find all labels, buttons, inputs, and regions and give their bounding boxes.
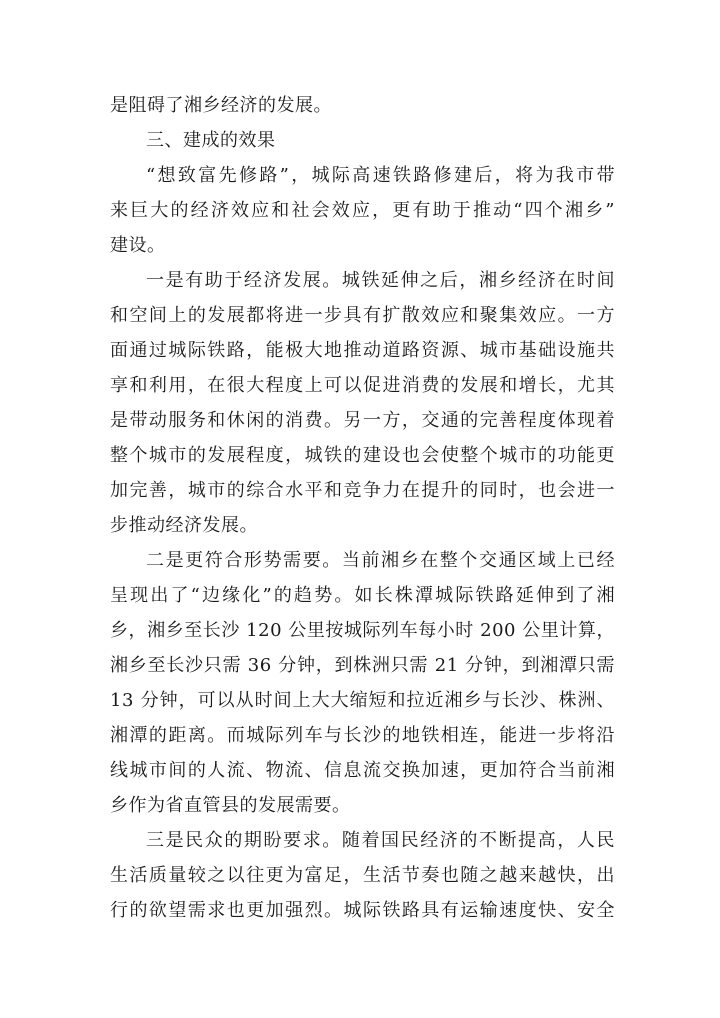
text-line: 13 分钟，可以从时间上大大缩短和拉近湘乡与长沙、株洲、	[110, 690, 615, 711]
text-line: 整个城市的发展程度，城铁的建设也会使整个城市的功能更	[110, 445, 615, 466]
text-line: 生活质量较之以往更为富足，生活节奏也随之越来越快，出	[110, 865, 615, 886]
section-heading: 三、建成的效果	[146, 130, 276, 151]
text-line: 建设。	[110, 235, 166, 256]
text-line: 享和利用，在很大程度上可以促进消费的发展和增长，尤其	[110, 375, 615, 396]
text-line: 是带动服务和休闲的消费。另一方，交通的完善程度体现着	[110, 410, 615, 431]
text-line: 是阻碍了湘乡经济的发展。	[110, 95, 332, 116]
text-line: 二是更符合形势需要。当前湘乡在整个交通区域上已经	[146, 550, 615, 571]
document-page	[110, 88, 615, 928]
text-line: 面通过城际铁路，能极大地推动道路资源、城市基础设施共	[110, 340, 615, 361]
text-line: 来巨大的经济效应和社会效应，更有助于推动“四个湘乡”	[110, 200, 615, 221]
text-line: 湘乡至长沙只需 36 分钟，到株洲只需 21 分钟，到湘潭只需	[110, 655, 615, 676]
text-line: 线城市间的人流、物流、信息流交换加速，更加符合当前湘	[110, 760, 615, 781]
text-line: 加完善，城市的综合水平和竞争力在提升的同时，也会进一	[110, 480, 615, 501]
text-line: 步推动经济发展。	[110, 515, 258, 536]
text-line: 湘潭的距离。而城际列车与长沙的地铁相连，能进一步将沿	[110, 725, 615, 746]
text-line: 和空间上的发展都将进一步具有扩散效应和聚集效应。一方	[110, 305, 615, 326]
text-line: 乡，湘乡至长沙 120 公里按城际列车每小时 200 公里计算，	[110, 620, 615, 641]
text-line: 行的欲望需求也更加强烈。城际铁路具有运输速度快、安全	[110, 900, 615, 921]
text-line: 三是民众的期盼要求。随着国民经济的不断提高，人民	[146, 830, 615, 851]
text-line: “想致富先修路”，城际高速铁路修建后，将为我市带	[146, 165, 615, 186]
text-line: 乡作为省直管县的发展需要。	[110, 795, 351, 816]
text-line: 一是有助于经济发展。城铁延伸之后，湘乡经济在时间	[146, 270, 615, 291]
text-line: 呈现出了“边缘化”的趋势。如长株潭城际铁路延伸到了湘	[110, 585, 615, 606]
